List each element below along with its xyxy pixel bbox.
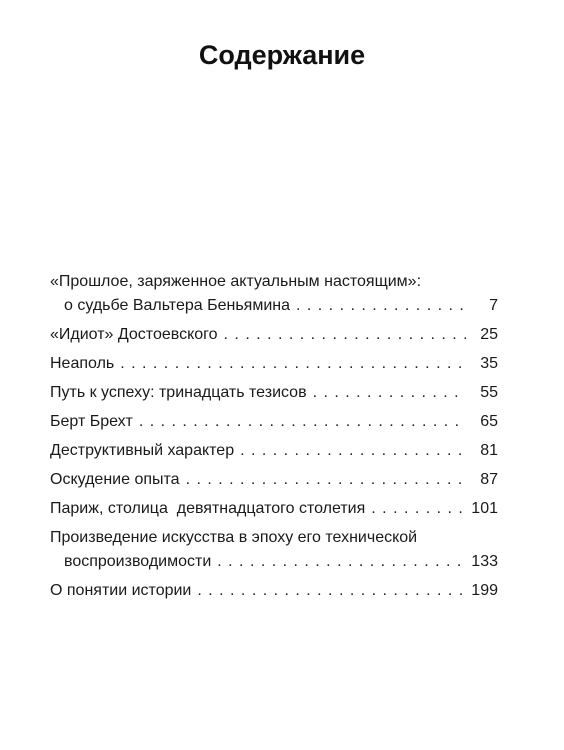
toc-page-number: 55 (480, 384, 498, 401)
toc-entry-line (50, 323, 498, 347)
toc-entry-title: Берт Брехт (50, 413, 133, 430)
dot-leader (240, 439, 466, 463)
toc-entry-line (50, 439, 498, 463)
toc-entry (50, 410, 498, 434)
toc-entry-title: Париж, столица девятнадцатого столетия (50, 500, 366, 517)
toc-entry (50, 439, 498, 463)
toc-entry-line (50, 381, 498, 405)
dot-leader (371, 497, 465, 521)
toc-entry-title: О понятии истории (50, 582, 192, 599)
toc-page-number: 65 (480, 413, 498, 430)
toc-entry-title: Неаполь (50, 355, 115, 372)
toc-entry (50, 352, 498, 376)
toc-entry-title: Деструктивный характер (50, 442, 235, 459)
toc-entry-line (50, 468, 498, 492)
dot-leader (139, 410, 466, 434)
page-title: Содержание (198, 40, 366, 70)
toc-entry-line (50, 352, 498, 376)
toc-page-number: 81 (480, 442, 498, 459)
toc-page-number: 87 (480, 471, 498, 488)
toc-entry-title: «Прошлое, заряженное актуальным настоящим»: (50, 273, 422, 290)
toc-page-number: 7 (489, 297, 498, 314)
toc-page-number: 35 (480, 355, 498, 372)
toc-page-number: 133 (471, 553, 498, 570)
dot-leader (197, 579, 465, 603)
toc-entry (50, 270, 498, 318)
toc-page-number: 199 (471, 582, 498, 599)
toc-page-number: 101 (471, 500, 498, 517)
dot-leader (120, 352, 466, 376)
toc-entry-title: воспроизводимости (64, 553, 212, 570)
toc-entry-line (50, 550, 498, 574)
dot-leader (217, 550, 465, 574)
toc-entry-title: Произведение искусства в эпоху его технической (50, 529, 418, 546)
toc-entry (50, 526, 498, 574)
toc-entry (50, 468, 498, 492)
toc-entry-line (50, 410, 498, 434)
toc-entry (50, 579, 498, 603)
toc-entry-line (50, 294, 498, 318)
toc-entry (50, 381, 498, 405)
toc-entry (50, 497, 498, 521)
dot-leader (296, 294, 466, 318)
toc-entry (50, 323, 498, 347)
toc-entry-title: «Идиот» Достоевского (50, 326, 218, 343)
toc-entry-line (50, 497, 498, 521)
toc-entry-title: Оскудение опыта (50, 471, 180, 488)
toc-page-number: 25 (480, 326, 498, 343)
toc-entry-title: о судьбе Вальтера Беньямина (64, 297, 290, 314)
toc-entry-line (50, 526, 498, 550)
toc-entry-line (50, 270, 498, 294)
dot-leader (186, 468, 466, 492)
toc-entry-line (50, 579, 498, 603)
dot-leader (224, 323, 466, 347)
dot-leader (313, 381, 466, 405)
toc-entry-title: Путь к успеху: тринадцать тезисов (50, 384, 307, 401)
table-of-contents (50, 270, 498, 608)
